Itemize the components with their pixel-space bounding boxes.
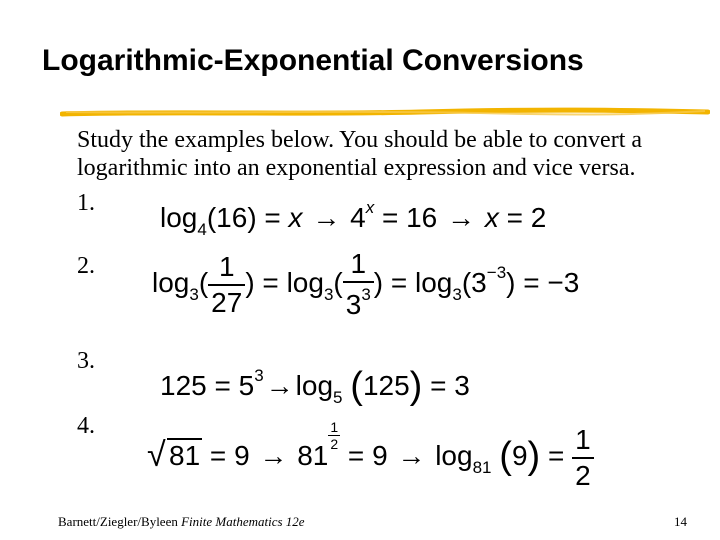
example-4-equation: √ 81 = 9 → 81 $\frac{1}{2}$ = $9 \to \log_{81} (9)$ = $\frac{1}{2}$ — [147, 420, 594, 490]
example-3-label: 3. — [77, 348, 95, 374]
title-underline — [60, 106, 710, 120]
footer-citation — [58, 514, 305, 530]
example-2-equation: $\log_3$( $\frac{1}{27}$ ) = $\log_3$( $\frac{1}{3^3}$ ) = $\log_3(3^{-3}) = -3$ — [152, 248, 580, 320]
footer-book-title: Finite Mathematics 12e — [181, 514, 305, 529]
example-3-equation: $125 = 5^3\to\log_5$ (125) = 3 — [160, 365, 470, 407]
page-number: 14 — [674, 514, 687, 529]
example-1-label: 1. — [77, 190, 95, 216]
example-2-label: 2. — [77, 253, 95, 279]
intro-text: Study the examples below. You should be able to convert a logarithmic into an exponential expression and vice versa. — [77, 127, 643, 181]
slide-title: Logarithmic-Exponential Conversions — [42, 44, 584, 77]
example-4-label: 4. — [77, 413, 95, 439]
footer-authors: Barnett/Ziegler/Byleen — [58, 514, 182, 529]
example-1-equation: $\log_4(16) = x \to 4^x = 16 \to x = 2$ — [160, 198, 547, 239]
